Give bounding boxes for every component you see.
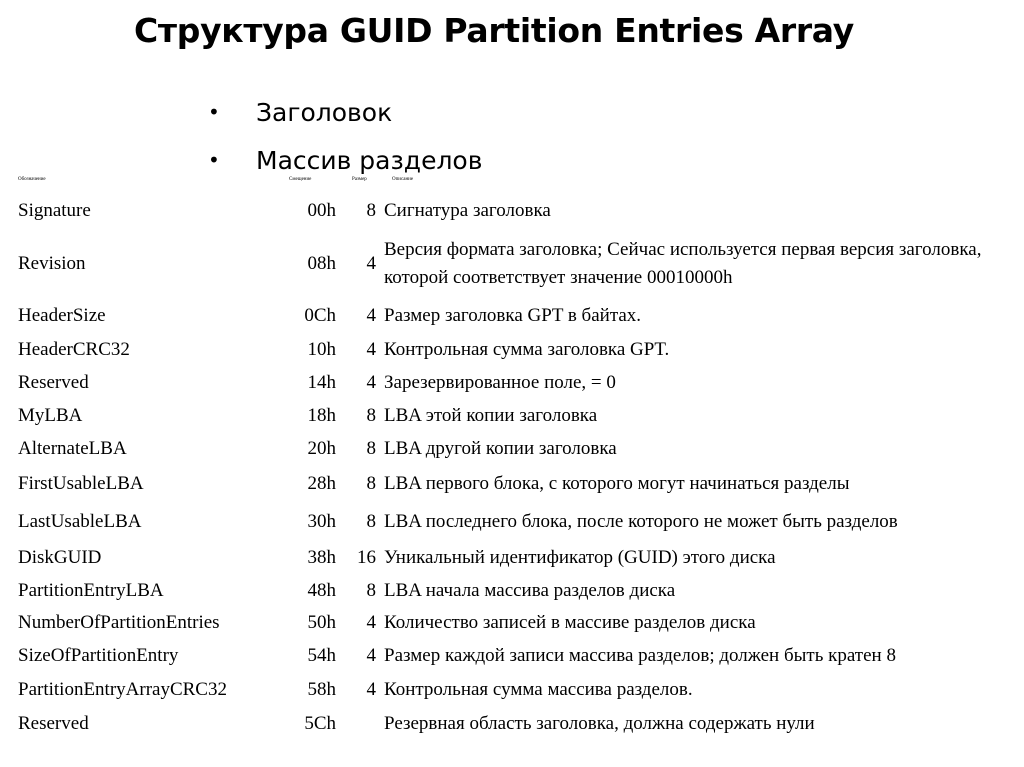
table-row	[14, 432, 1008, 465]
offset-cell: 30h	[307, 511, 336, 533]
bullet-item-header	[208, 88, 482, 136]
table-row	[14, 230, 1008, 298]
offset-cell: 28h	[307, 473, 336, 495]
table-row	[14, 366, 1008, 399]
size-cell: 8	[366, 404, 376, 426]
field-name-cell: PartitionEntryArrayCRC32	[18, 679, 227, 701]
bullet-item-partitions	[208, 136, 482, 184]
slide-title: Структура GUID Partition Entries Array	[134, 11, 854, 50]
field-name-cell: FirstUsableLBA	[18, 473, 144, 495]
size-cell: 8	[366, 437, 376, 459]
offset-cell: 5Ch	[304, 713, 336, 735]
bullet-dot-icon: •	[208, 100, 220, 124]
size-cell: 4	[366, 253, 376, 275]
table-row	[14, 575, 1008, 607]
column-header-offset: Смещение	[289, 177, 312, 182]
table-row	[14, 465, 1008, 503]
table-row	[14, 639, 1008, 673]
column-header-size: Размер	[352, 177, 367, 182]
size-cell: 8	[366, 473, 376, 495]
field-name-cell: HeaderSize	[18, 305, 106, 327]
table-body	[14, 192, 1008, 741]
description-cell: Контрольная сумма массива разделов.	[384, 679, 693, 701]
bullet-label: Массив разделов	[256, 145, 483, 175]
size-cell	[340, 707, 380, 741]
field-name-cell: HeaderCRC32	[18, 339, 130, 361]
field-name-cell: LastUsableLBA	[18, 511, 142, 533]
size-cell: 4	[366, 339, 376, 361]
description-cell: LBA первого блока, с которого могут начинаться разделы	[384, 473, 850, 495]
description-cell: LBA этой копии заголовка	[384, 404, 598, 426]
description-cell: LBA начала массива разделов диска	[384, 580, 676, 602]
field-name-cell: AlternateLBA	[18, 437, 127, 459]
description-cell: Размер каждой записи массива разделов; должен быть кратен 8	[384, 645, 896, 667]
column-header-name: Обозначение	[18, 177, 46, 182]
size-cell: 4	[366, 612, 376, 634]
size-cell: 4	[366, 679, 376, 701]
field-name-cell: DiskGUID	[18, 547, 102, 569]
offset-cell: 10h	[307, 339, 336, 361]
field-name-cell: SizeOfPartitionEntry	[18, 645, 179, 667]
table-row	[14, 334, 1008, 366]
size-cell: 8	[366, 511, 376, 533]
offset-cell: 48h	[307, 580, 336, 602]
description-cell: LBA последнего блока, после которого не может быть разделов	[384, 511, 898, 533]
description-cell: Размер заголовка GPT в байтах.	[384, 305, 642, 327]
bullet-label: Заголовок	[256, 97, 393, 127]
offset-cell: 18h	[307, 404, 336, 426]
description-cell: Количество записей в массиве разделов диска	[384, 612, 756, 634]
field-name-cell: MyLBA	[18, 404, 83, 426]
offset-cell: 00h	[307, 200, 336, 222]
table-row	[14, 503, 1008, 541]
description-cell: Сигнатура заголовка	[384, 200, 551, 222]
description-cell: LBA другой копии заголовка	[384, 437, 617, 459]
field-name-cell: Signature	[18, 200, 91, 222]
bullet-list	[208, 88, 482, 184]
offset-cell: 38h	[307, 547, 336, 569]
offset-cell: 50h	[307, 612, 336, 634]
offset-cell: 14h	[307, 371, 336, 393]
offset-cell: 54h	[307, 645, 336, 667]
table-row	[14, 607, 1008, 639]
table-row	[14, 673, 1008, 707]
offset-cell: 20h	[307, 437, 336, 459]
field-name-cell: Reserved	[18, 713, 89, 735]
size-cell: 8	[366, 580, 376, 602]
table-row	[14, 192, 1008, 230]
column-header-description: Описание	[392, 177, 414, 182]
description-cell: Контрольная сумма заголовка GPT.	[384, 339, 670, 361]
size-cell: 4	[366, 305, 376, 327]
field-name-cell: Reserved	[18, 371, 89, 393]
bullet-dot-icon: •	[208, 148, 220, 172]
description-cell: Версия формата заголовка; Сейчас используется первая версия заголовка, которой соответствует значение 00010000h	[384, 239, 982, 288]
table-row	[14, 707, 1008, 741]
field-name-cell: PartitionEntryLBA	[18, 580, 164, 602]
description-cell: Зарезервированное поле, = 0	[384, 371, 616, 393]
offset-cell: 08h	[307, 253, 336, 275]
table-row	[14, 541, 1008, 575]
table-row	[14, 399, 1008, 432]
offset-cell: 58h	[307, 679, 336, 701]
size-cell: 8	[366, 200, 376, 222]
description-cell: Резервная область заголовка, должна содержать нули	[384, 713, 815, 735]
field-name-cell: Revision	[18, 253, 86, 275]
size-cell: 4	[366, 371, 376, 393]
table-row	[14, 298, 1008, 334]
description-cell: Уникальный идентификатор (GUID) этого диска	[384, 547, 776, 569]
field-name-cell: NumberOfPartitionEntries	[18, 612, 220, 634]
size-cell: 16	[357, 547, 376, 569]
size-cell: 4	[366, 645, 376, 667]
offset-cell: 0Ch	[304, 305, 336, 327]
gpt-header-table	[14, 192, 1008, 741]
